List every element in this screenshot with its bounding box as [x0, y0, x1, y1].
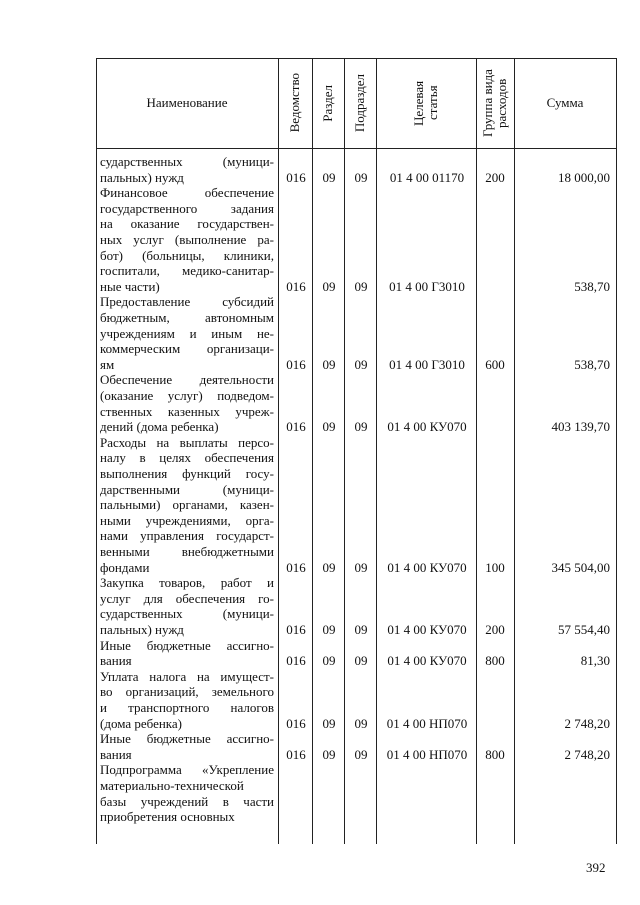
row-razdel: 09	[322, 653, 336, 669]
row-name-line: Расходы на выплаты персо-	[100, 434, 274, 450]
row-vedomstvo: 016	[286, 278, 306, 294]
row-celevaya-statya: 01 4 00 01170	[389, 169, 465, 185]
table-row	[96, 731, 616, 762]
header-podrazdel	[344, 58, 376, 148]
row-razdel: 09	[322, 278, 336, 294]
row-name-line: ных услуг (выполнение ра-	[100, 231, 274, 247]
row-razdel: 09	[322, 419, 336, 435]
row-summa: 2 748,20	[564, 715, 610, 731]
row-name-line: коммерческим организаци-	[100, 341, 274, 357]
row-name-line: ными учреждениями, орга-	[100, 512, 274, 528]
row-gruppa-vida: 200	[485, 621, 505, 637]
row-name-line: Закупка товаров, работ и	[100, 575, 274, 591]
row-summa: 57 554,40	[558, 621, 610, 637]
row-summa: 538,70	[574, 278, 610, 294]
row-podrazdel: 09	[354, 653, 368, 669]
header-gruppa-vida	[476, 58, 514, 148]
header-podrazdel-text: Подраздел	[352, 73, 367, 133]
row-name-line: пальных) нужд	[100, 621, 184, 637]
header-summa	[514, 58, 616, 148]
row-name	[100, 154, 274, 185]
row-podrazdel: 09	[354, 559, 368, 575]
row-name	[100, 185, 274, 294]
row-summa: 345 504,00	[551, 559, 610, 575]
row-gruppa-vida: 800	[485, 746, 505, 762]
row-razdel: 09	[322, 746, 336, 762]
table-row	[96, 185, 616, 294]
budget-table	[96, 58, 616, 844]
row-celevaya-statya: 01 4 00 Г3010	[389, 356, 465, 372]
row-name-line: во организаций, земельного	[100, 684, 274, 700]
row-name-line: Финансовое обеспечение	[100, 185, 274, 201]
row-summa: 81,30	[580, 653, 610, 669]
row-gruppa-vida: 800	[485, 653, 505, 669]
row-vedomstvo: 016	[286, 653, 306, 669]
row-podrazdel: 09	[354, 278, 368, 294]
header-vedomstvo	[278, 58, 312, 148]
row-celevaya-statya: 01 4 00 КУ070	[387, 653, 467, 669]
row-name-line: учреждениям и иным не-	[100, 325, 274, 341]
row-gruppa-vida: 100	[485, 559, 505, 575]
row-razdel: 09	[322, 621, 336, 637]
row-name-line: госпитали, медико-санитар-	[100, 263, 274, 279]
row-podrazdel: 09	[354, 715, 368, 731]
row-name-line: сударственных (муници-	[100, 154, 274, 169]
row-name-line: базы учреждений в части	[100, 793, 274, 809]
row-name-line: услуг для обеспечения го-	[100, 590, 274, 606]
row-podrazdel: 09	[354, 356, 368, 372]
row-razdel: 09	[322, 715, 336, 731]
row-name-line: Подпрограмма «Укрепление	[100, 762, 274, 778]
row-name-line: ственных казенных учреж-	[100, 403, 274, 419]
row-celevaya-statya: 01 4 00 НП070	[386, 746, 468, 762]
row-name-line: Обеспечение деятельности	[100, 372, 274, 388]
row-name-line: пальных) нужд	[100, 169, 184, 185]
table-row	[96, 435, 616, 575]
table-row	[96, 372, 616, 434]
row-name	[100, 669, 274, 731]
row-name	[100, 731, 274, 762]
header-vedomstvo-text: Ведомство	[287, 73, 302, 133]
row-name-line: вания	[100, 653, 132, 669]
table-row	[96, 638, 616, 669]
row-name-line: Предоставление субсидий	[100, 294, 274, 310]
grid-line	[96, 148, 616, 149]
row-name-line: Иные бюджетные ассигно-	[100, 731, 274, 747]
table-row	[96, 294, 616, 372]
row-name-line: ные части)	[100, 278, 160, 294]
row-vedomstvo: 016	[286, 621, 306, 637]
row-name-line: ям	[100, 356, 115, 372]
row-razdel: 09	[322, 356, 336, 372]
row-name-line: Иные бюджетные ассигно-	[100, 637, 274, 653]
page-number: 392	[586, 860, 606, 875]
row-name	[100, 435, 274, 575]
row-celevaya-statya: 01 4 00 КУ070	[387, 419, 467, 435]
row-name	[100, 372, 274, 434]
row-razdel: 09	[322, 559, 336, 575]
row-name-line: приобретения основных	[100, 809, 235, 825]
row-vedomstvo: 016	[286, 169, 306, 185]
header-celevaya-statya-text: Целевая статья	[411, 80, 440, 126]
row-name-line: вания	[100, 746, 132, 762]
header-summa-text: Сумма	[546, 95, 584, 110]
row-name-line: бот) (больницы, клиники,	[100, 247, 274, 263]
row-name-line: венными внебюджетными	[100, 543, 274, 559]
row-name-line: материально-технической	[100, 777, 244, 793]
table-row	[96, 762, 616, 824]
row-gruppa-vida: 200	[485, 169, 505, 185]
row-podrazdel: 09	[354, 746, 368, 762]
row-name	[100, 294, 274, 372]
row-name-line: дарственными (муници-	[100, 481, 274, 497]
header-name	[96, 58, 278, 148]
row-vedomstvo: 016	[286, 356, 306, 372]
grid-line	[616, 58, 617, 844]
row-name-line: бюджетным, автономным	[100, 309, 274, 325]
header-celevaya-statya	[376, 58, 476, 148]
row-name-line: Уплата налога на имущест-	[100, 668, 274, 684]
row-name-line: пальными) органами, казен-	[100, 497, 274, 513]
row-name	[100, 575, 274, 637]
row-celevaya-statya: 01 4 00 Г3010	[389, 278, 465, 294]
row-gruppa-vida: 600	[485, 356, 505, 372]
row-podrazdel: 09	[354, 621, 368, 637]
table-row	[96, 669, 616, 731]
row-name-line: налу в целях обеспечения	[100, 450, 274, 466]
row-celevaya-statya: 01 4 00 НП070	[386, 715, 468, 731]
row-vedomstvo: 016	[286, 746, 306, 762]
row-summa: 538,70	[574, 356, 610, 372]
row-summa: 18 000,00	[558, 169, 610, 185]
row-name-line: и транспортного налогов	[100, 699, 274, 715]
row-name-line: (оказание услуг) подведом-	[100, 387, 274, 403]
row-vedomstvo: 016	[286, 715, 306, 731]
row-summa: 403 139,70	[551, 419, 610, 435]
row-name-line: дений (дома ребенка)	[100, 419, 219, 435]
row-celevaya-statya: 01 4 00 КУ070	[387, 559, 467, 575]
table-row	[96, 154, 616, 185]
row-celevaya-statya: 01 4 00 КУ070	[387, 621, 467, 637]
row-razdel: 09	[322, 169, 336, 185]
row-name-line: (дома ребенка)	[100, 715, 183, 731]
header-name-text: Наименование	[146, 95, 228, 110]
row-name	[100, 638, 274, 669]
row-podrazdel: 09	[354, 169, 368, 185]
row-name-line: на оказание государствен-	[100, 216, 274, 232]
row-vedomstvo: 016	[286, 419, 306, 435]
row-vedomstvo: 016	[286, 559, 306, 575]
row-podrazdel: 09	[354, 419, 368, 435]
header-razdel	[312, 58, 344, 148]
row-name-line: нами управления государст-	[100, 528, 274, 544]
row-summa: 2 748,20	[564, 746, 610, 762]
row-name	[100, 762, 274, 824]
header-gruppa-vida-text: Группа вида расходов	[480, 69, 509, 137]
row-name-line: государственного задания	[100, 200, 274, 216]
header-razdel-text: Раздел	[320, 84, 335, 122]
row-name-line: фондами	[100, 559, 150, 575]
row-name-line: сударственных (муници-	[100, 606, 274, 622]
table-row	[96, 575, 616, 637]
row-name-line: выполнения функций госу-	[100, 465, 274, 481]
